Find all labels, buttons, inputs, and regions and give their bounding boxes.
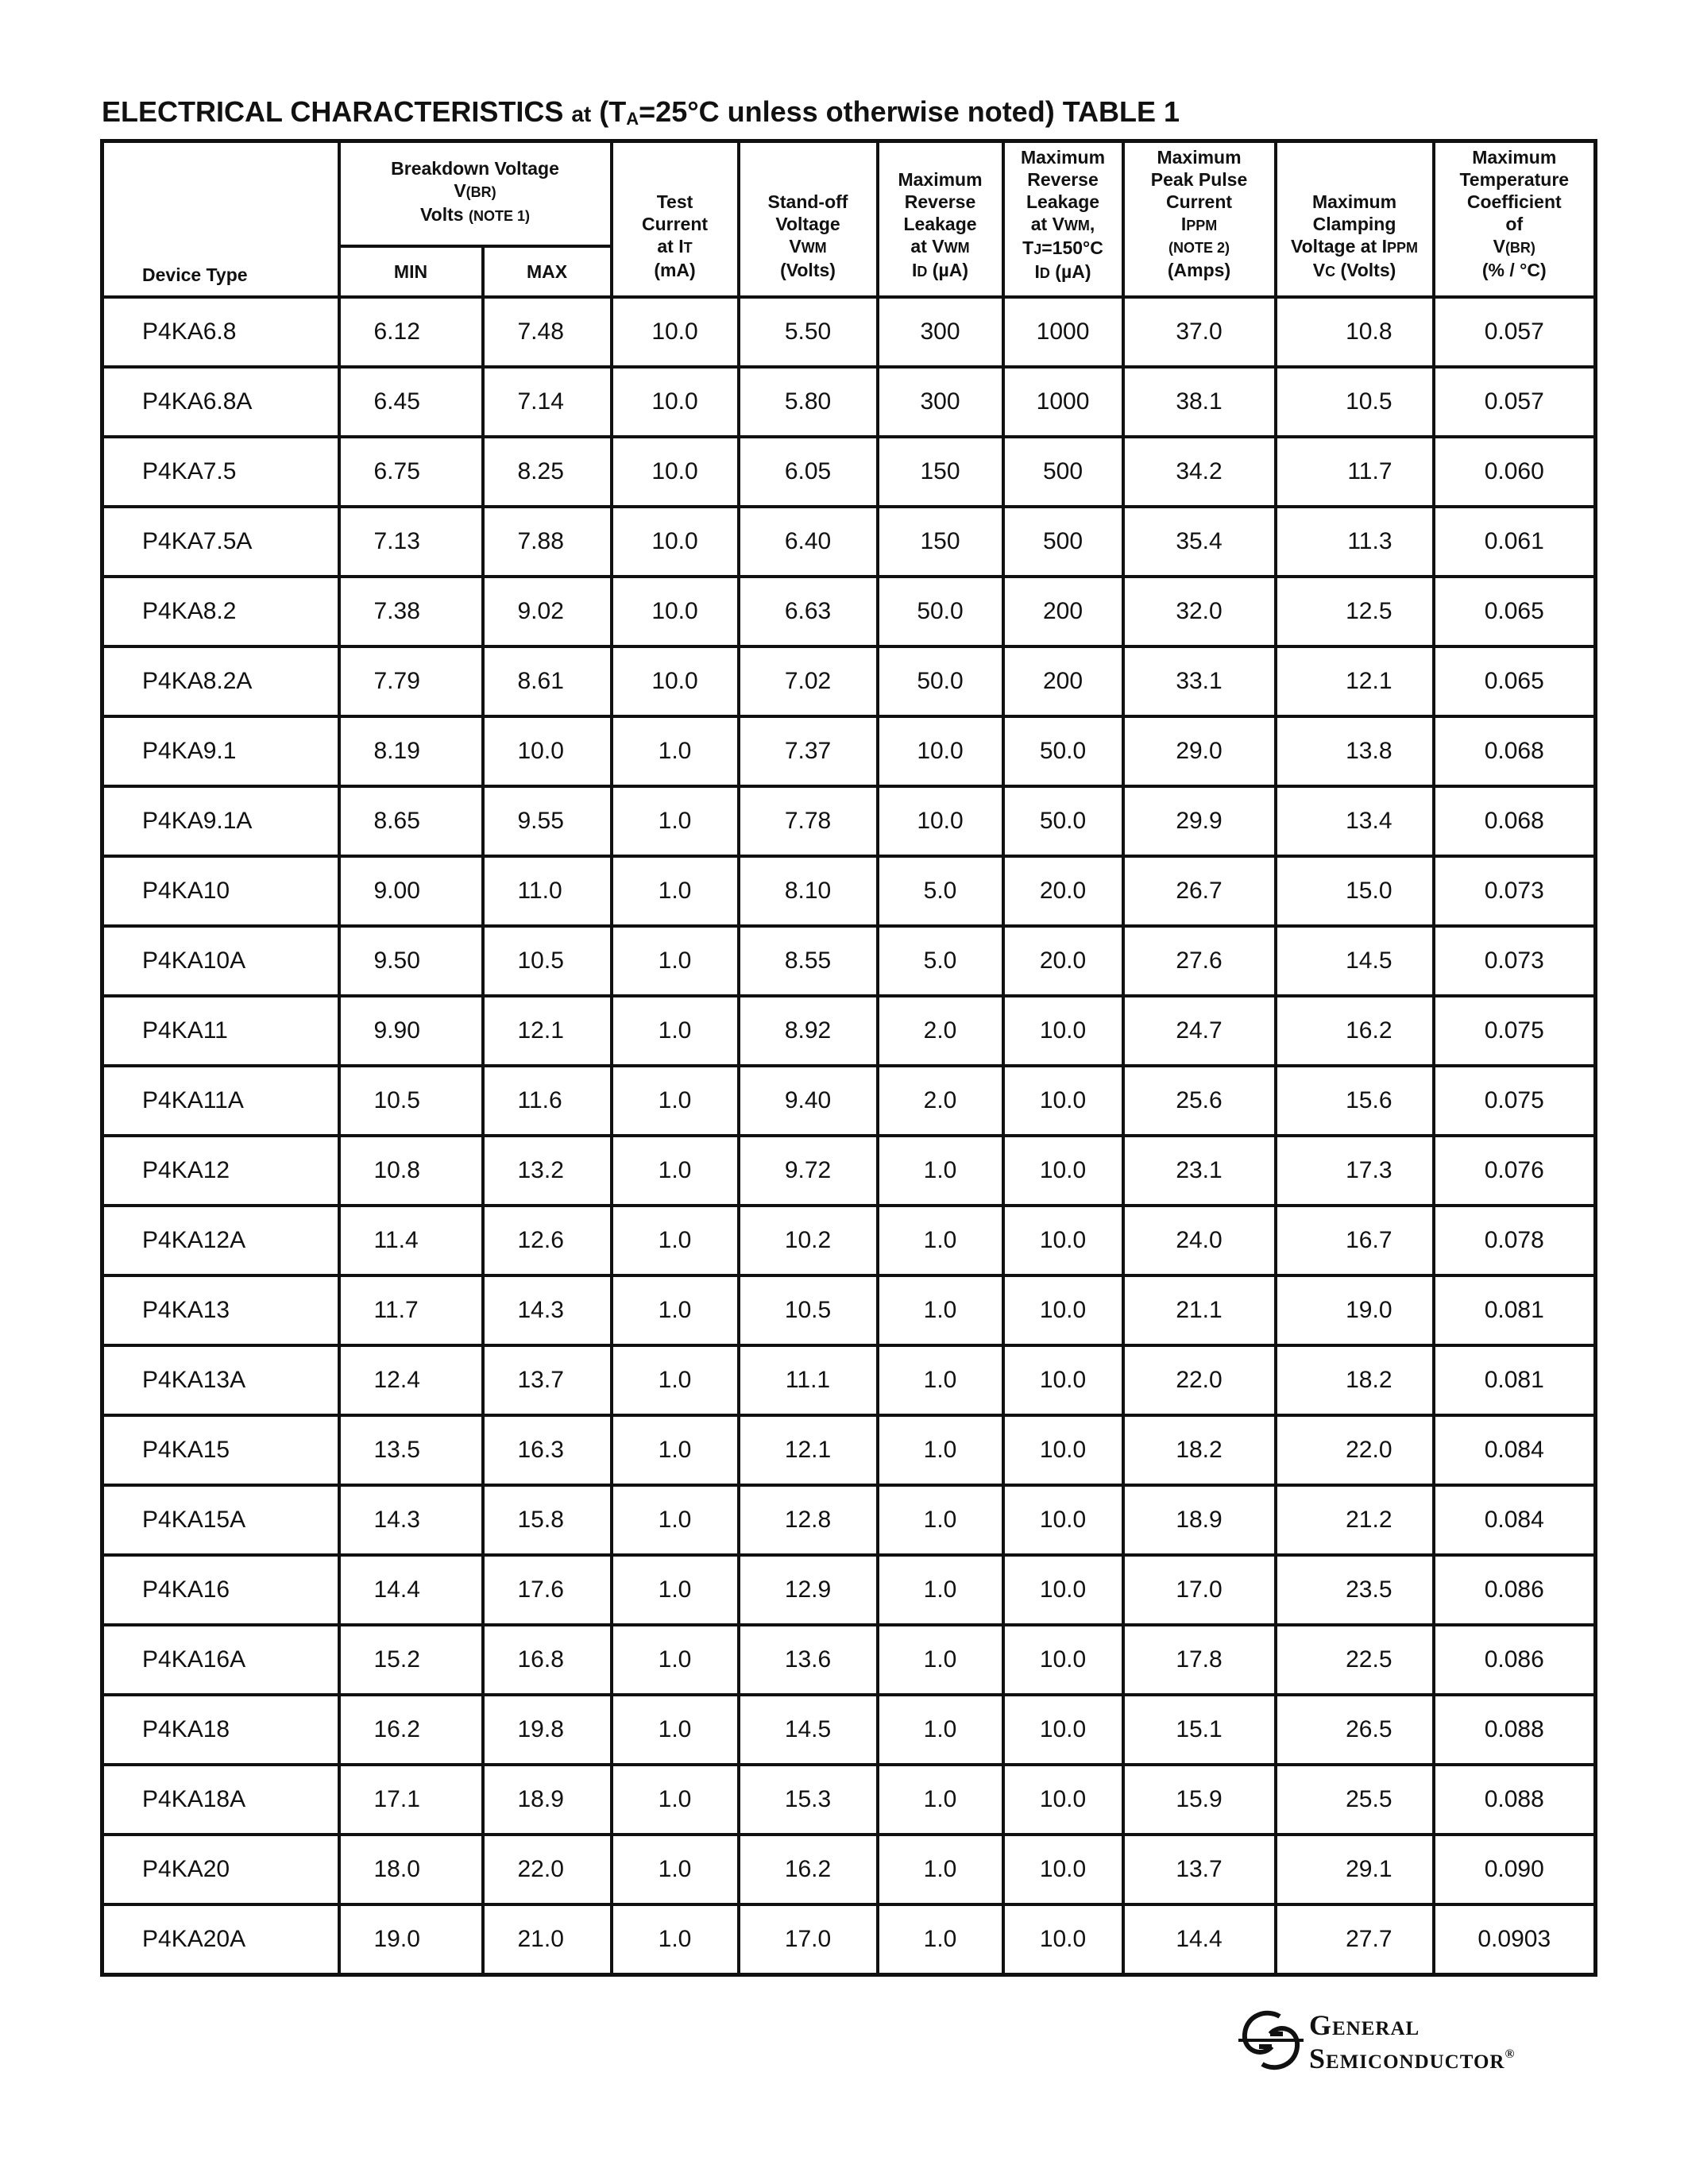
cell-clamping-voltage: 14.5 (1276, 926, 1434, 996)
cell-test-current: 1.0 (612, 1206, 739, 1275)
cell-breakdown-max: 12.1 (483, 996, 612, 1066)
table-row (102, 996, 1596, 1066)
cell-standoff-voltage: 13.6 (739, 1625, 878, 1695)
cell-test-current: 1.0 (612, 1485, 739, 1555)
cell-standoff-voltage: 12.9 (739, 1555, 878, 1625)
cell-clamping-voltage: 16.2 (1276, 996, 1434, 1066)
cell-standoff-voltage: 7.78 (739, 786, 878, 856)
cell-device-type: P4KA6.8A (102, 367, 339, 437)
cell-clamping-voltage: 29.1 (1276, 1835, 1434, 1904)
table-row (102, 646, 1596, 716)
table-row (102, 577, 1596, 646)
cell-breakdown-max: 11.6 (483, 1066, 612, 1136)
cell-breakdown-min: 12.4 (339, 1345, 483, 1415)
cell-temperature-coefficient: 0.084 (1434, 1485, 1596, 1555)
cell-clamping-voltage: 15.0 (1276, 856, 1434, 926)
cell-standoff-voltage: 5.80 (739, 367, 878, 437)
cell-breakdown-min: 7.79 (339, 646, 483, 716)
cell-reverse-leakage-150c: 10.0 (1003, 1765, 1123, 1835)
title-table-number: TABLE 1 (1062, 95, 1180, 128)
cell-device-type: P4KA15A (102, 1485, 339, 1555)
table-row (102, 856, 1596, 926)
cell-reverse-leakage-150c: 20.0 (1003, 856, 1123, 926)
cell-standoff-voltage: 12.8 (739, 1485, 878, 1555)
cell-standoff-voltage: 12.1 (739, 1415, 878, 1485)
cell-temperature-coefficient: 0.073 (1434, 856, 1596, 926)
cell-clamping-voltage: 11.7 (1276, 437, 1434, 507)
table-row (102, 367, 1596, 437)
cell-breakdown-min: 6.45 (339, 367, 483, 437)
cell-breakdown-min: 10.8 (339, 1136, 483, 1206)
table-row (102, 1765, 1596, 1835)
cell-breakdown-max: 16.8 (483, 1625, 612, 1695)
cell-reverse-leakage-150c: 10.0 (1003, 1625, 1123, 1695)
cell-reverse-leakage: 1.0 (878, 1625, 1003, 1695)
cell-clamping-voltage: 25.5 (1276, 1765, 1434, 1835)
cell-breakdown-min: 7.38 (339, 577, 483, 646)
cell-reverse-leakage: 300 (878, 367, 1003, 437)
cell-clamping-voltage: 22.0 (1276, 1415, 1434, 1485)
cell-device-type: P4KA20 (102, 1835, 339, 1904)
cell-test-current: 1.0 (612, 786, 739, 856)
table-row (102, 507, 1596, 577)
cell-temperature-coefficient: 0.065 (1434, 646, 1596, 716)
header-device-type: Device Type (102, 141, 339, 298)
cell-peak-pulse-current: 18.2 (1123, 1415, 1276, 1485)
table-row (102, 1485, 1596, 1555)
header-temperature-coefficient: Maximum Temperature Coefficient of V(BR) (% / °C) (1434, 141, 1596, 298)
cell-reverse-leakage-150c: 10.0 (1003, 1904, 1123, 1975)
table-row (102, 1415, 1596, 1485)
cell-reverse-leakage: 50.0 (878, 646, 1003, 716)
cell-reverse-leakage: 1.0 (878, 1275, 1003, 1345)
header-min: MIN (339, 246, 483, 297)
table-row (102, 437, 1596, 507)
cell-temperature-coefficient: 0.088 (1434, 1695, 1596, 1765)
cell-peak-pulse-current: 38.1 (1123, 367, 1276, 437)
cell-breakdown-max: 7.88 (483, 507, 612, 577)
cell-device-type: P4KA7.5 (102, 437, 339, 507)
cell-breakdown-max: 21.0 (483, 1904, 612, 1975)
cell-reverse-leakage: 10.0 (878, 716, 1003, 786)
header-test-current: Test Current at IT (mA) (612, 141, 739, 298)
table-row (102, 1136, 1596, 1206)
cell-peak-pulse-current: 35.4 (1123, 507, 1276, 577)
cell-breakdown-min: 9.50 (339, 926, 483, 996)
page-title (102, 95, 1180, 129)
cell-peak-pulse-current: 15.1 (1123, 1695, 1276, 1765)
cell-breakdown-min: 9.00 (339, 856, 483, 926)
cell-peak-pulse-current: 25.6 (1123, 1066, 1276, 1136)
cell-standoff-voltage: 10.5 (739, 1275, 878, 1345)
table-row (102, 786, 1596, 856)
cell-reverse-leakage: 1.0 (878, 1485, 1003, 1555)
cell-device-type: P4KA11 (102, 996, 339, 1066)
cell-reverse-leakage-150c: 10.0 (1003, 1835, 1123, 1904)
cell-test-current: 1.0 (612, 1275, 739, 1345)
general-semiconductor-logo (1235, 2005, 1601, 2077)
cell-clamping-voltage: 16.7 (1276, 1206, 1434, 1275)
cell-breakdown-max: 17.6 (483, 1555, 612, 1625)
cell-test-current: 1.0 (612, 1415, 739, 1485)
cell-reverse-leakage: 2.0 (878, 996, 1003, 1066)
cell-clamping-voltage: 18.2 (1276, 1345, 1434, 1415)
cell-test-current: 10.0 (612, 437, 739, 507)
table-row (102, 1206, 1596, 1275)
cell-peak-pulse-current: 29.9 (1123, 786, 1276, 856)
cell-test-current: 1.0 (612, 1695, 739, 1765)
cell-reverse-leakage-150c: 20.0 (1003, 926, 1123, 996)
cell-breakdown-max: 22.0 (483, 1835, 612, 1904)
cell-breakdown-max: 7.48 (483, 297, 612, 367)
header-reverse-leakage-150c: Maximum Reverse Leakage at VWM, TJ=150°C ID (µA) (1003, 141, 1123, 298)
cell-clamping-voltage: 21.2 (1276, 1485, 1434, 1555)
cell-device-type: P4KA13A (102, 1345, 339, 1415)
cell-temperature-coefficient: 0.057 (1434, 367, 1596, 437)
cell-device-type: P4KA13 (102, 1275, 339, 1345)
cell-test-current: 10.0 (612, 367, 739, 437)
cell-temperature-coefficient: 0.088 (1434, 1765, 1596, 1835)
cell-reverse-leakage: 10.0 (878, 786, 1003, 856)
cell-test-current: 10.0 (612, 297, 739, 367)
cell-reverse-leakage-150c: 10.0 (1003, 1485, 1123, 1555)
cell-peak-pulse-current: 27.6 (1123, 926, 1276, 996)
cell-test-current: 1.0 (612, 1345, 739, 1415)
title-condition: ($T_A=25^\circ C$ unless otherwise noted) (599, 95, 1055, 129)
cell-breakdown-max: 11.0 (483, 856, 612, 926)
cell-peak-pulse-current: 15.9 (1123, 1765, 1276, 1835)
cell-reverse-leakage-150c: 50.0 (1003, 716, 1123, 786)
cell-clamping-voltage: 15.6 (1276, 1066, 1434, 1136)
cell-breakdown-min: 13.5 (339, 1415, 483, 1485)
cell-temperature-coefficient: 0.061 (1434, 507, 1596, 577)
cell-device-type: P4KA20A (102, 1904, 339, 1975)
cell-breakdown-min: 8.65 (339, 786, 483, 856)
cell-standoff-voltage: 6.63 (739, 577, 878, 646)
table-row (102, 1275, 1596, 1345)
cell-clamping-voltage: 10.8 (1276, 297, 1434, 367)
cell-test-current: 1.0 (612, 996, 739, 1066)
cell-breakdown-max: 12.6 (483, 1206, 612, 1275)
cell-peak-pulse-current: 37.0 (1123, 297, 1276, 367)
cell-breakdown-min: 11.7 (339, 1275, 483, 1345)
cell-temperature-coefficient: 0.078 (1434, 1206, 1596, 1275)
cell-device-type: P4KA8.2A (102, 646, 339, 716)
cell-temperature-coefficient: 0.065 (1434, 577, 1596, 646)
cell-test-current: 1.0 (612, 1904, 739, 1975)
cell-clamping-voltage: 27.7 (1276, 1904, 1434, 1975)
cell-temperature-coefficient: 0.086 (1434, 1625, 1596, 1695)
cell-peak-pulse-current: 21.1 (1123, 1275, 1276, 1345)
cell-standoff-voltage: 7.37 (739, 716, 878, 786)
cell-reverse-leakage: 1.0 (878, 1415, 1003, 1485)
table-row (102, 1904, 1596, 1975)
cell-clamping-voltage: 17.3 (1276, 1136, 1434, 1206)
cell-peak-pulse-current: 32.0 (1123, 577, 1276, 646)
cell-test-current: 1.0 (612, 1835, 739, 1904)
cell-breakdown-max: 9.55 (483, 786, 612, 856)
table-row (102, 1695, 1596, 1765)
cell-reverse-leakage-150c: 10.0 (1003, 1345, 1123, 1415)
cell-device-type: P4KA9.1A (102, 786, 339, 856)
cell-reverse-leakage: 2.0 (878, 1066, 1003, 1136)
cell-standoff-voltage: 8.55 (739, 926, 878, 996)
cell-temperature-coefficient: 0.075 (1434, 1066, 1596, 1136)
cell-temperature-coefficient: 0.081 (1434, 1275, 1596, 1345)
cell-reverse-leakage-150c: 10.0 (1003, 1136, 1123, 1206)
cell-peak-pulse-current: 17.0 (1123, 1555, 1276, 1625)
cell-peak-pulse-current: 24.7 (1123, 996, 1276, 1066)
cell-temperature-coefficient: 0.068 (1434, 786, 1596, 856)
cell-device-type: P4KA7.5A (102, 507, 339, 577)
cell-device-type: P4KA8.2 (102, 577, 339, 646)
cell-breakdown-min: 11.4 (339, 1206, 483, 1275)
header-row-1 (102, 141, 1596, 247)
cell-clamping-voltage: 12.1 (1276, 646, 1434, 716)
table-row (102, 716, 1596, 786)
cell-test-current: 10.0 (612, 577, 739, 646)
cell-device-type: P4KA18A (102, 1765, 339, 1835)
title-main: ELECTRICAL CHARACTERISTICS (102, 95, 564, 128)
cell-reverse-leakage: 1.0 (878, 1555, 1003, 1625)
cell-breakdown-max: 18.9 (483, 1765, 612, 1835)
gs-emblem-icon (1235, 2005, 1305, 2075)
cell-breakdown-min: 6.12 (339, 297, 483, 367)
cell-test-current: 1.0 (612, 1136, 739, 1206)
cell-peak-pulse-current: 23.1 (1123, 1136, 1276, 1206)
cell-clamping-voltage: 11.3 (1276, 507, 1434, 577)
cell-breakdown-max: 13.7 (483, 1345, 612, 1415)
cell-reverse-leakage-150c: 200 (1003, 646, 1123, 716)
cell-device-type: P4KA9.1 (102, 716, 339, 786)
cell-standoff-voltage: 5.50 (739, 297, 878, 367)
cell-breakdown-min: 15.2 (339, 1625, 483, 1695)
cell-breakdown-max: 13.2 (483, 1136, 612, 1206)
cell-device-type: P4KA16 (102, 1555, 339, 1625)
header-max: MAX (483, 246, 612, 297)
cell-temperature-coefficient: 0.057 (1434, 297, 1596, 367)
cell-reverse-leakage-150c: 500 (1003, 437, 1123, 507)
cell-standoff-voltage: 6.05 (739, 437, 878, 507)
cell-device-type: P4KA18 (102, 1695, 339, 1765)
cell-reverse-leakage-150c: 200 (1003, 577, 1123, 646)
cell-peak-pulse-current: 18.9 (1123, 1485, 1276, 1555)
cell-device-type: P4KA15 (102, 1415, 339, 1485)
cell-peak-pulse-current: 29.0 (1123, 716, 1276, 786)
cell-temperature-coefficient: 0.075 (1434, 996, 1596, 1066)
cell-reverse-leakage: 1.0 (878, 1835, 1003, 1904)
cell-breakdown-max: 15.8 (483, 1485, 612, 1555)
cell-device-type: P4KA12A (102, 1206, 339, 1275)
cell-test-current: 10.0 (612, 507, 739, 577)
cell-peak-pulse-current: 22.0 (1123, 1345, 1276, 1415)
cell-clamping-voltage: 13.8 (1276, 716, 1434, 786)
cell-temperature-coefficient: 0.068 (1434, 716, 1596, 786)
cell-reverse-leakage: 1.0 (878, 1345, 1003, 1415)
cell-breakdown-min: 14.3 (339, 1485, 483, 1555)
cell-standoff-voltage: 9.72 (739, 1136, 878, 1206)
cell-test-current: 1.0 (612, 856, 739, 926)
table-row (102, 1625, 1596, 1695)
cell-breakdown-min: 8.19 (339, 716, 483, 786)
table-body (102, 297, 1596, 1975)
cell-peak-pulse-current: 24.0 (1123, 1206, 1276, 1275)
cell-temperature-coefficient: 0.073 (1434, 926, 1596, 996)
electrical-characteristics-table (100, 139, 1597, 1977)
cell-reverse-leakage-150c: 10.0 (1003, 996, 1123, 1066)
cell-peak-pulse-current: 13.7 (1123, 1835, 1276, 1904)
cell-breakdown-max: 10.0 (483, 716, 612, 786)
cell-device-type: P4KA6.8 (102, 297, 339, 367)
cell-reverse-leakage: 5.0 (878, 926, 1003, 996)
cell-clamping-voltage: 22.5 (1276, 1625, 1434, 1695)
logo-line-semiconductor: Semiconductor® (1309, 2043, 1516, 2074)
cell-peak-pulse-current: 33.1 (1123, 646, 1276, 716)
header-reverse-leakage: Maximum Reverse Leakage at VWM ID (µA) (878, 141, 1003, 298)
cell-reverse-leakage-150c: 10.0 (1003, 1206, 1123, 1275)
table-row (102, 1835, 1596, 1904)
cell-breakdown-min: 18.0 (339, 1835, 483, 1904)
cell-reverse-leakage: 150 (878, 507, 1003, 577)
cell-clamping-voltage: 23.5 (1276, 1555, 1434, 1625)
cell-clamping-voltage: 19.0 (1276, 1275, 1434, 1345)
title-at: at (571, 102, 592, 126)
cell-breakdown-min: 17.1 (339, 1765, 483, 1835)
cell-test-current: 1.0 (612, 1555, 739, 1625)
cell-device-type: P4KA10A (102, 926, 339, 996)
cell-standoff-voltage: 16.2 (739, 1835, 878, 1904)
cell-breakdown-max: 10.5 (483, 926, 612, 996)
cell-breakdown-max: 19.8 (483, 1695, 612, 1765)
cell-temperature-coefficient: 0.081 (1434, 1345, 1596, 1415)
cell-breakdown-min: 14.4 (339, 1555, 483, 1625)
table-row (102, 1555, 1596, 1625)
cell-device-type: P4KA16A (102, 1625, 339, 1695)
cell-breakdown-max: 9.02 (483, 577, 612, 646)
cell-temperature-coefficient: 0.086 (1434, 1555, 1596, 1625)
cell-test-current: 1.0 (612, 716, 739, 786)
cell-device-type: P4KA10 (102, 856, 339, 926)
cell-breakdown-min: 9.90 (339, 996, 483, 1066)
cell-standoff-voltage: 6.40 (739, 507, 878, 577)
cell-breakdown-max: 8.25 (483, 437, 612, 507)
header-breakdown-voltage: Breakdown Voltage V(BR) Volts (NOTE 1) (339, 141, 612, 247)
cell-reverse-leakage: 1.0 (878, 1904, 1003, 1975)
cell-peak-pulse-current: 14.4 (1123, 1904, 1276, 1975)
cell-breakdown-min: 10.5 (339, 1066, 483, 1136)
cell-reverse-leakage: 1.0 (878, 1206, 1003, 1275)
cell-test-current: 1.0 (612, 1625, 739, 1695)
cell-reverse-leakage-150c: 10.0 (1003, 1415, 1123, 1485)
cell-breakdown-min: 16.2 (339, 1695, 483, 1765)
cell-clamping-voltage: 26.5 (1276, 1695, 1434, 1765)
cell-clamping-voltage: 12.5 (1276, 577, 1434, 646)
cell-reverse-leakage-150c: 50.0 (1003, 786, 1123, 856)
cell-breakdown-max: 7.14 (483, 367, 612, 437)
cell-reverse-leakage-150c: 10.0 (1003, 1275, 1123, 1345)
table-row (102, 1066, 1596, 1136)
cell-reverse-leakage-150c: 10.0 (1003, 1066, 1123, 1136)
cell-breakdown-min: 7.13 (339, 507, 483, 577)
cell-standoff-voltage: 9.40 (739, 1066, 878, 1136)
cell-clamping-voltage: 13.4 (1276, 786, 1434, 856)
cell-reverse-leakage: 1.0 (878, 1136, 1003, 1206)
cell-standoff-voltage: 14.5 (739, 1695, 878, 1765)
cell-reverse-leakage: 5.0 (878, 856, 1003, 926)
cell-temperature-coefficient: 0.084 (1434, 1415, 1596, 1485)
cell-test-current: 1.0 (612, 1066, 739, 1136)
cell-reverse-leakage-150c: 500 (1003, 507, 1123, 577)
header-standoff-voltage: Stand-off Voltage VWM (Volts) (739, 141, 878, 298)
table-row (102, 1345, 1596, 1415)
cell-reverse-leakage: 1.0 (878, 1695, 1003, 1765)
cell-standoff-voltage: 8.10 (739, 856, 878, 926)
cell-device-type: P4KA11A (102, 1066, 339, 1136)
cell-standoff-voltage: 17.0 (739, 1904, 878, 1975)
cell-device-type: P4KA12 (102, 1136, 339, 1206)
table-row (102, 297, 1596, 367)
cell-reverse-leakage: 1.0 (878, 1765, 1003, 1835)
cell-reverse-leakage: 50.0 (878, 577, 1003, 646)
cell-standoff-voltage: 11.1 (739, 1345, 878, 1415)
cell-test-current: 10.0 (612, 646, 739, 716)
cell-test-current: 1.0 (612, 1765, 739, 1835)
cell-reverse-leakage-150c: 1000 (1003, 297, 1123, 367)
cell-test-current: 1.0 (612, 926, 739, 996)
cell-peak-pulse-current: 26.7 (1123, 856, 1276, 926)
cell-standoff-voltage: 7.02 (739, 646, 878, 716)
cell-standoff-voltage: 8.92 (739, 996, 878, 1066)
cell-temperature-coefficient: 0.060 (1434, 437, 1596, 507)
cell-reverse-leakage-150c: 10.0 (1003, 1695, 1123, 1765)
cell-temperature-coefficient: 0.076 (1434, 1136, 1596, 1206)
cell-reverse-leakage-150c: 1000 (1003, 367, 1123, 437)
cell-temperature-coefficient: 0.090 (1434, 1835, 1596, 1904)
cell-breakdown-min: 19.0 (339, 1904, 483, 1975)
cell-peak-pulse-current: 17.8 (1123, 1625, 1276, 1695)
cell-standoff-voltage: 10.2 (739, 1206, 878, 1275)
cell-breakdown-max: 8.61 (483, 646, 612, 716)
cell-temperature-coefficient: 0.0903 (1434, 1904, 1596, 1975)
cell-reverse-leakage: 300 (878, 297, 1003, 367)
header-peak-pulse-current: Maximum Peak Pulse Current IPPM (NOTE 2) (Amps) (1123, 141, 1276, 298)
logo-line-general: General (1309, 2009, 1420, 2041)
cell-reverse-leakage-150c: 10.0 (1003, 1555, 1123, 1625)
cell-breakdown-min: 6.75 (339, 437, 483, 507)
cell-standoff-voltage: 15.3 (739, 1765, 878, 1835)
header-clamping-voltage: Maximum Clamping Voltage at IPPM VC (Volts) (1276, 141, 1434, 298)
cell-reverse-leakage: 150 (878, 437, 1003, 507)
cell-breakdown-max: 14.3 (483, 1275, 612, 1345)
cell-clamping-voltage: 10.5 (1276, 367, 1434, 437)
cell-breakdown-max: 16.3 (483, 1415, 612, 1485)
cell-peak-pulse-current: 34.2 (1123, 437, 1276, 507)
table-row (102, 926, 1596, 996)
